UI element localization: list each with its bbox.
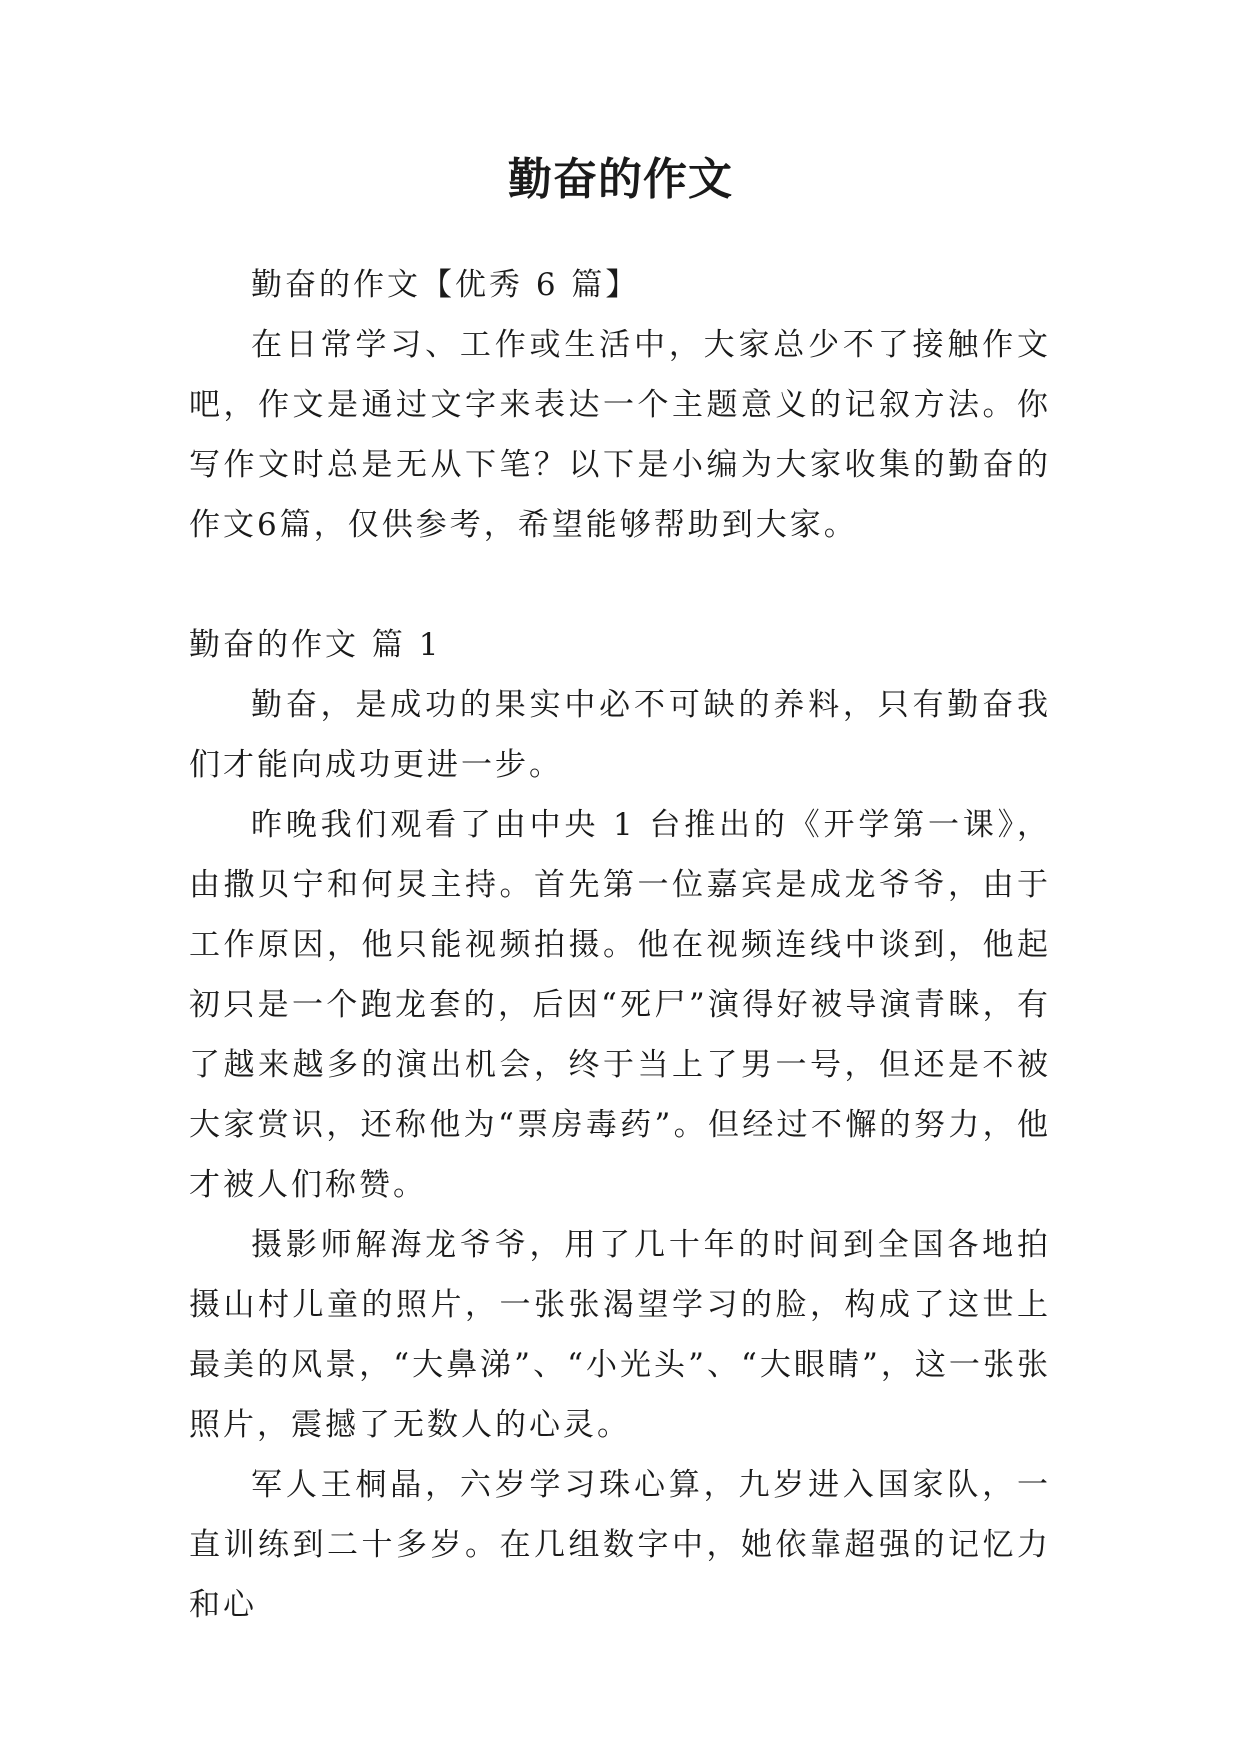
body-paragraph-4: 军人王桐晶，六岁学习珠心算，九岁进入国家队，一直训练到二十多岁。在几组数字中，她依靠超强的记忆力和心: [189, 1467, 1051, 1623]
section-spacer: [189, 555, 1051, 615]
section-heading: 勤奋的作文 篇 1: [189, 627, 442, 663]
body-paragraph-3: 摄影师解海龙爷爷，用了几十年的时间到全国各地拍摄山村儿童的照片，一张张渴望学习的脸，构成了这世上最美的风景，“大鼻涕”、“小光头”、“大眼睛”，这一张张照片，震撼了无数人的心灵。: [189, 1227, 1051, 1443]
document-subtitle: 勤奋的作文【优秀 6 篇】: [251, 267, 640, 303]
document-body: [189, 255, 1051, 1635]
document-title: 勤奋的作文: [508, 154, 733, 205]
body-paragraph-1: 勤奋，是成功的果实中必不可缺的养料，只有勤奋我们才能向成功更进一步。: [189, 687, 1051, 783]
intro-paragraph: 在日常学习、工作或生活中，大家总少不了接触作文吧，作文是通过文字来表达一个主题意义的记叙方法。你写作文时总是无从下笔？以下是小编为大家收集的勤奋的作文6篇，仅供参考，希望能够帮助到大家。: [189, 327, 1051, 543]
body-paragraph-2: 昨晚我们观看了由中央 1 台推出的《开学第一课》，由撒贝宁和何炅主持。首先第一位嘉宾是成龙爷爷，由于工作原因，他只能视频拍摄。他在视频连线中谈到，他起初只是一个跑龙套的，后因“死尸”演得好被导演青睐，有了越来越多的演出机会，终于当上了男一号，但还是不被大家赏识，还称他为“票房毒药”。但经过不懈的努力，他才被人们称赞。: [189, 807, 1051, 1203]
